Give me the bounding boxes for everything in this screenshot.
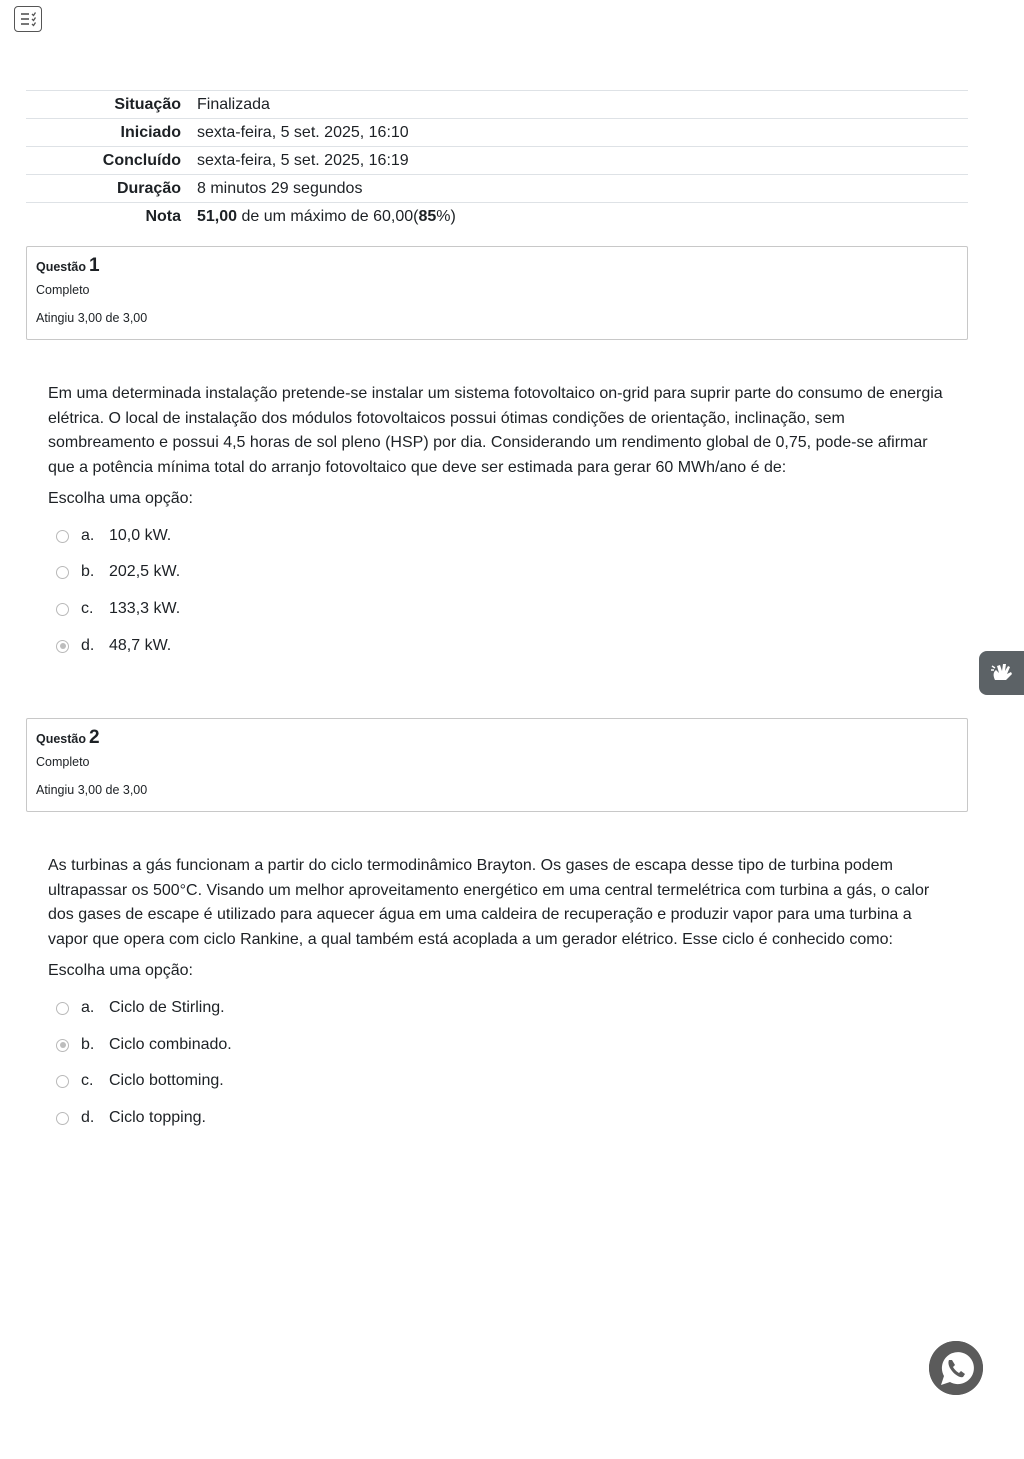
option-text: 202,5 kW. — [109, 563, 181, 580]
sign-language-icon — [989, 660, 1015, 686]
summary-row — [26, 175, 968, 203]
whatsapp-icon — [929, 1341, 983, 1395]
option-text: 133,3 kW. — [109, 600, 181, 617]
course-index-icon — [19, 11, 37, 27]
question-info-2 — [26, 718, 968, 812]
option-letter: d. — [81, 1109, 95, 1126]
question-number-value: 1 — [89, 255, 100, 276]
radio-button-selected[interactable] — [56, 1039, 69, 1052]
answer-option[interactable] — [56, 526, 171, 546]
radio-button[interactable] — [56, 566, 69, 579]
answer-prompt-2: Escolha uma opção: — [48, 962, 193, 979]
option-letter: d. — [81, 637, 95, 654]
summary-label: Situação — [114, 95, 181, 113]
option-letter: a. — [81, 527, 95, 544]
question-number — [36, 255, 958, 277]
grade-value — [189, 203, 968, 231]
option-text: Ciclo bottoming. — [109, 1072, 224, 1089]
grade-label: Nota — [145, 207, 181, 225]
grade-score: 51,00 — [197, 207, 238, 225]
answer-option[interactable] — [56, 1108, 206, 1128]
option-text: Ciclo combinado. — [109, 1036, 232, 1053]
summary-label: Duração — [116, 179, 181, 197]
grade-middle: de um máximo de 60,00( — [237, 207, 419, 225]
summary-value: Finalizada — [197, 95, 270, 113]
question-text-1: Em uma determinada instalação pretende-se instalar um sistema fotovoltaico on-grid para suprir parte do consumo de energia elétrica. O local de instalação dos módulos fotovoltaicos possui ótimas condições de orientação, inclinação, sem sombreamento e possui 4,5 horas de sol pleno (HSP) por dia. Considerando um rendimento global de 0,75, pode-se afirmar que a potência mínima total do arranjo fotovoltaico que deve ser estimada para gerar 60 MWh/ano é de: — [48, 385, 943, 476]
summary-row — [26, 147, 968, 175]
answer-option[interactable] — [56, 1071, 224, 1091]
option-letter: b. — [81, 1036, 95, 1053]
course-index-toggle-button[interactable] — [14, 6, 42, 32]
summary-row — [26, 119, 968, 147]
whatsapp-chat-button[interactable] — [929, 1341, 983, 1395]
answer-option[interactable] — [56, 1035, 232, 1055]
radio-button[interactable] — [56, 530, 69, 543]
answer-prompt-1: Escolha uma opção: — [48, 490, 193, 507]
option-text: Ciclo topping. — [109, 1109, 206, 1126]
answer-option[interactable] — [56, 636, 171, 656]
summary-label: Concluído — [102, 151, 181, 169]
grade-percent: 85 — [418, 207, 437, 225]
option-text: Ciclo de Stirling. — [109, 999, 225, 1016]
question-state: Completo — [36, 283, 90, 297]
option-text: 10,0 kW. — [109, 527, 172, 544]
summary-row — [26, 91, 968, 119]
radio-button[interactable] — [56, 1112, 69, 1125]
radio-button-selected[interactable] — [56, 640, 69, 653]
question-state: Completo — [36, 755, 90, 769]
answer-option[interactable] — [56, 998, 225, 1018]
option-letter: c. — [81, 1072, 94, 1089]
question-number — [36, 727, 958, 749]
summary-row-grade — [26, 203, 968, 231]
sign-language-button[interactable] — [979, 651, 1024, 695]
summary-label: Iniciado — [120, 123, 181, 141]
summary-value: sexta-feira, 5 set. 2025, 16:10 — [197, 123, 409, 141]
question-text-2: As turbinas a gás funcionam a partir do ciclo termodinâmico Brayton. Os gases de escapa desse tipo de turbina podem ultrapassar os 500°C. Visando um melhor aproveitamento energético em uma central termelétrica com turbina a gás, o calor dos gases de escape é utilizado para aquecer água em uma caldeira de recuperação e produzir vapor para uma turbina a vapor que opera com ciclo Rankine, a qual também está acoplada a um gerador elétrico. Esse ciclo é conhecido como: — [48, 857, 930, 948]
option-letter: a. — [81, 999, 95, 1016]
question-number-value: 2 — [89, 727, 100, 748]
answer-option[interactable] — [56, 599, 180, 619]
question-grade: Atingiu 3,00 de 3,00 — [36, 311, 148, 325]
attempt-summary-table — [26, 90, 968, 230]
summary-value: 8 minutos 29 segundos — [197, 179, 363, 197]
option-letter: b. — [81, 563, 95, 580]
summary-value: sexta-feira, 5 set. 2025, 16:19 — [197, 151, 409, 169]
radio-button[interactable] — [56, 1075, 69, 1088]
option-text: 48,7 kW. — [109, 637, 172, 654]
question-info-1 — [26, 246, 968, 340]
grade-suffix: %) — [436, 207, 456, 225]
question-grade: Atingiu 3,00 de 3,00 — [36, 783, 148, 797]
answer-option[interactable] — [56, 562, 180, 582]
question-prefix: Questão — [36, 260, 87, 274]
radio-button[interactable] — [56, 1002, 69, 1015]
option-letter: c. — [81, 600, 94, 617]
question-prefix: Questão — [36, 732, 87, 746]
radio-button[interactable] — [56, 603, 69, 616]
